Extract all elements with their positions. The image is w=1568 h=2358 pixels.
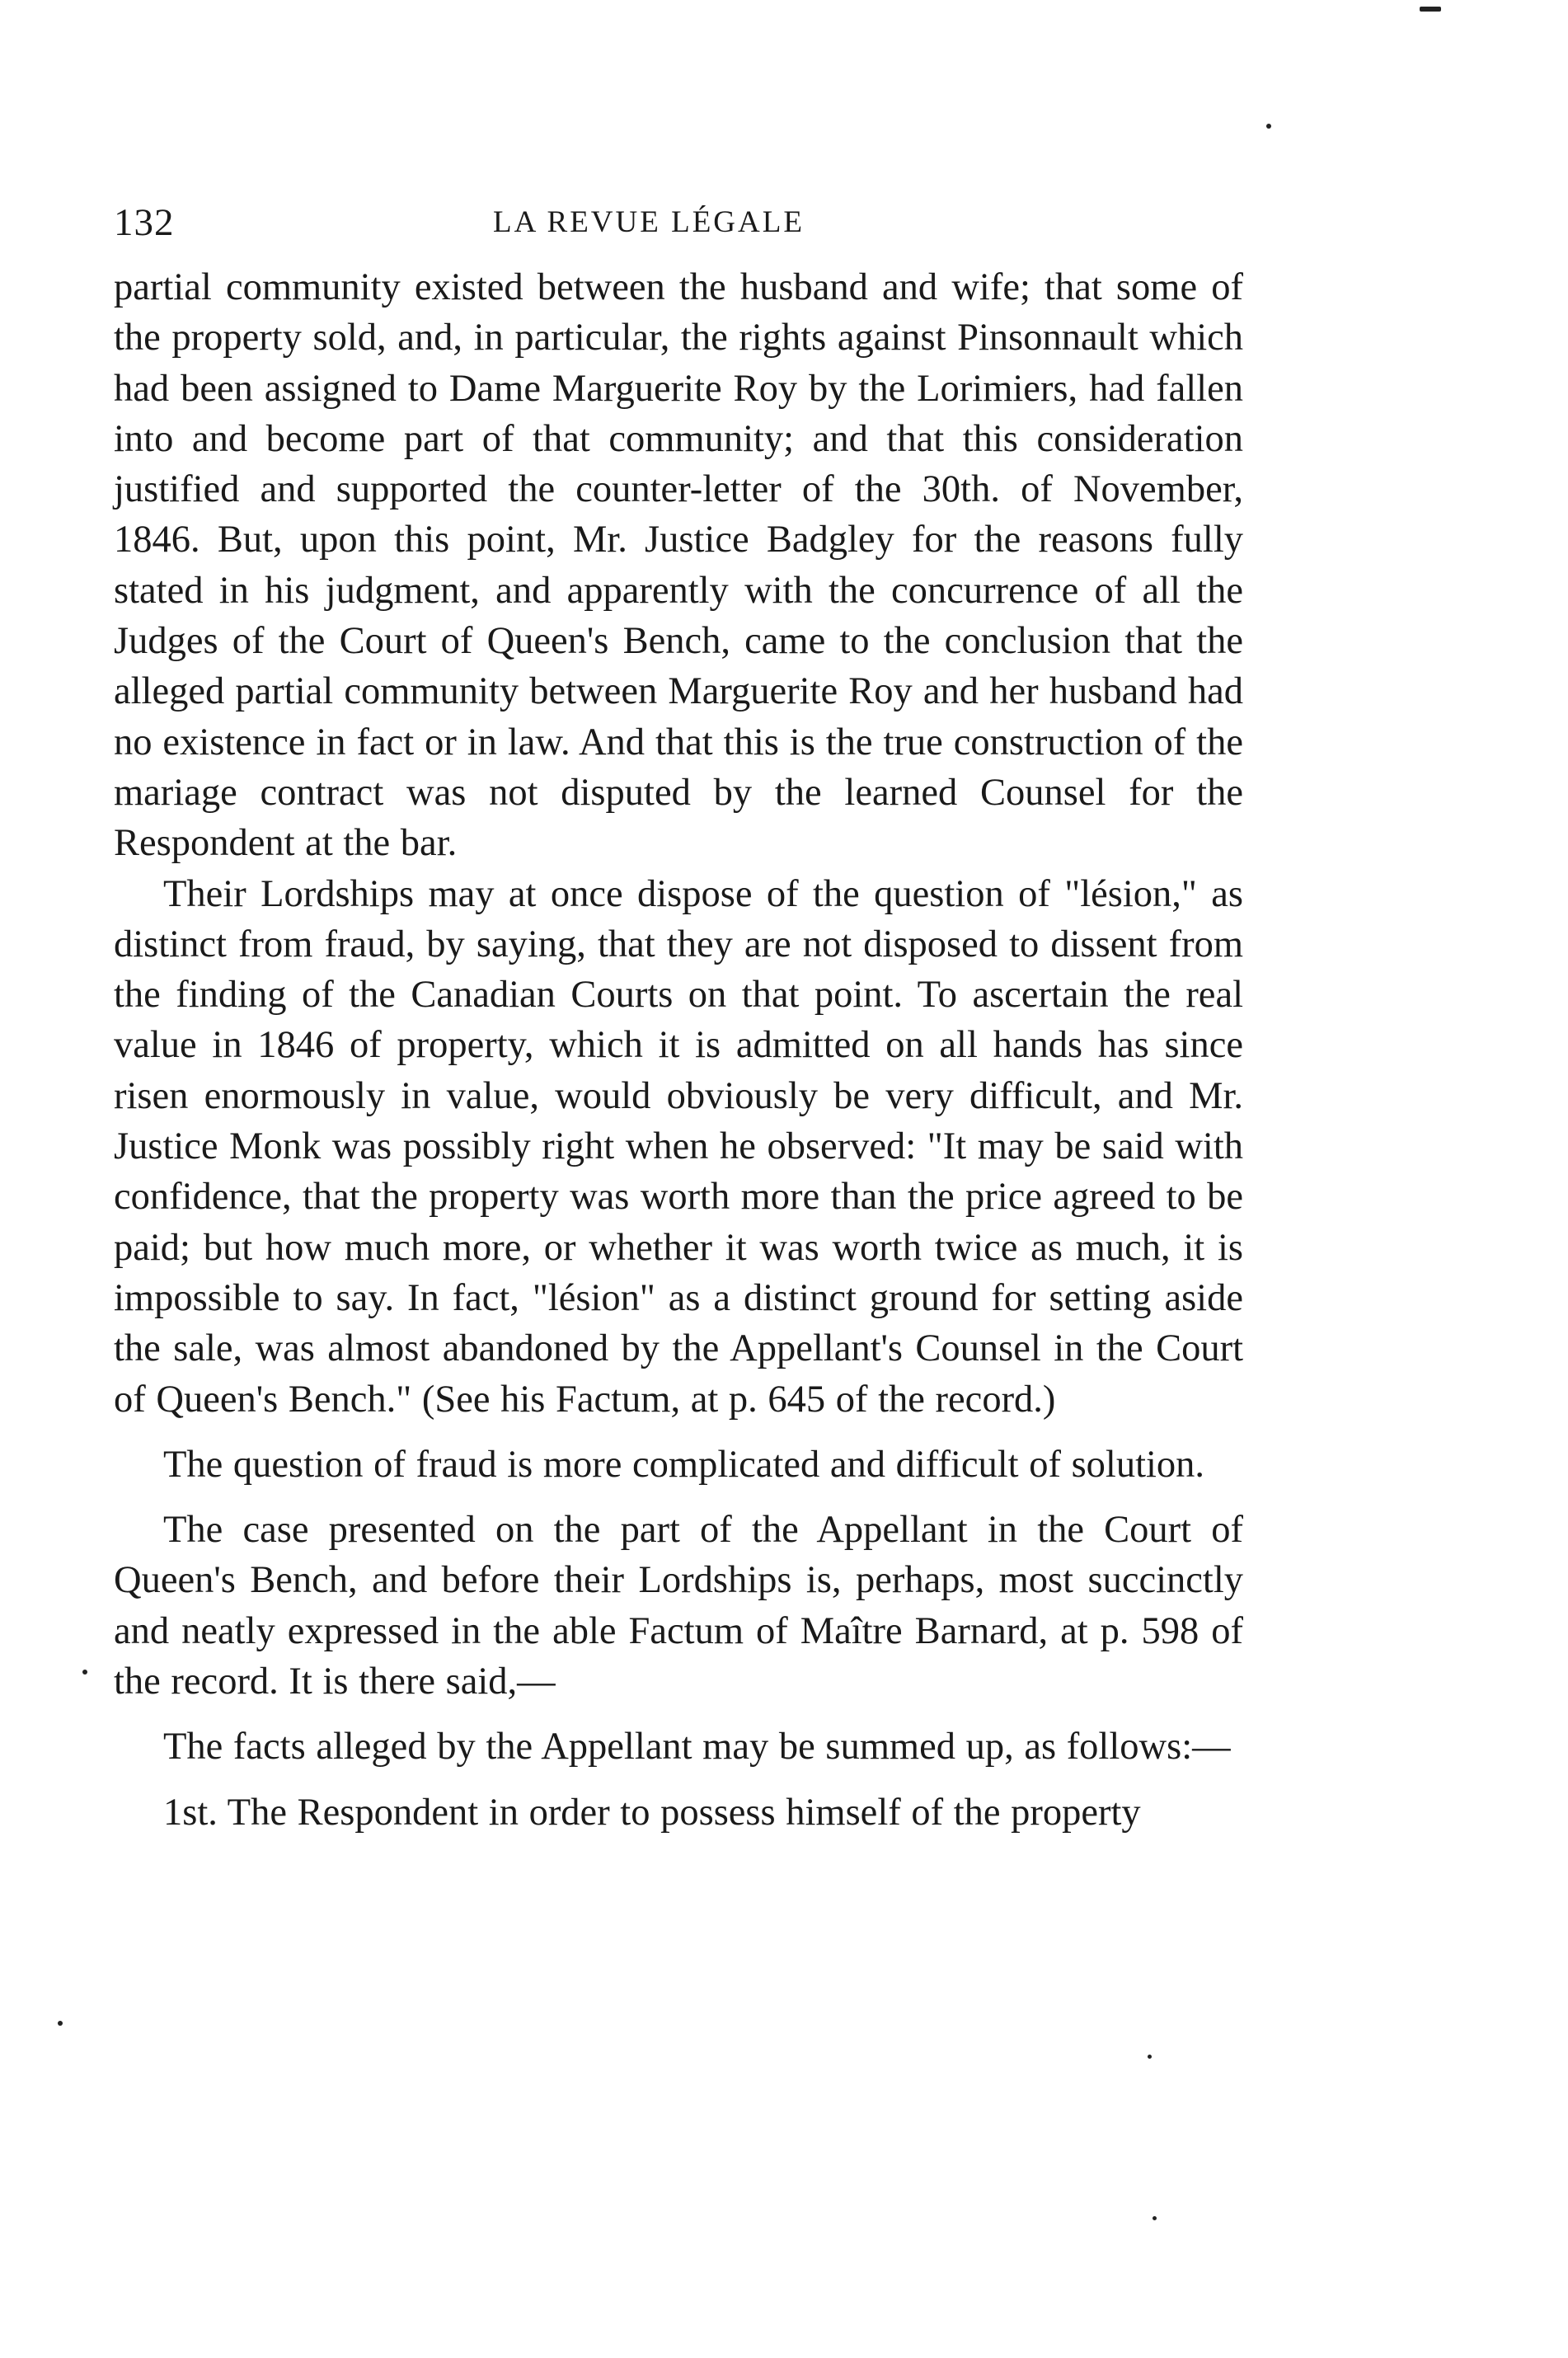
print-speck: [1153, 2216, 1157, 2220]
page-header: [114, 190, 1235, 256]
paragraph-first-fact: 1st. The Respondent in order to possess himself of the property: [163, 1791, 1141, 1834]
print-speck: [1148, 2055, 1152, 2059]
paragraph-appellant-case: The case presented on the part of the Appellant in the Court of Queen's Bench, and before their Lordships is, perhaps, most succinctly and neatly expressed in the able Factum of Maître Barnard, at p. 598 of the record. It is there said,—: [114, 1509, 1243, 1703]
page-number: 132: [114, 201, 175, 244]
print-speck: [1420, 7, 1441, 12]
body-text: [114, 262, 1243, 1838]
running-title: LA REVUE LÉGALE: [493, 205, 805, 239]
paragraph-fraud-question: The question of fraud is more complicated and difficult of solution.: [163, 1443, 1205, 1486]
paragraph-facts-alleged: The facts alleged by the Appellant may be summed up, as follows:—: [163, 1726, 1231, 1768]
paragraph-lesion: Their Lordships may at once dispose of the question of "lésion," as distinct from fraud, by saying, that they are not disposed to dissent from the finding of the Canadian Courts on that point. To ascertain the real value in 1846 of property, which it is admitted on all hands has since risen enormously in value, would obviously be very difficult, and Mr. Justice Monk was possibly right when he observed: "It may be said with confidence, that the property was worth more than the price agreed to be paid; but how much more, or whether it was worth twice as much, it is impossible to say. In fact, "lésion" as a distinct ground for setting aside the sale, was almost abandoned by the Appellant's Counsel in the Court of Queen's Bench." (See his Factum, at p. 645 of the record.): [114, 872, 1243, 1421]
print-speck: [58, 2021, 63, 2026]
paragraph-continuation: partial community existed between the husband and wife; that some of the property sold, and, in particular, the rights against Pinsonnault which had been assigned to Dame Marguerite Roy by the Lorimiers, had fallen into and become part of that community; and that this consideration justified and supported the counter-letter of the 30th. of November, 1846. But, upon this point, Mr. Justice Badgley for the reasons fully stated in his judgment, and apparently with the concurrence of all the Judges of the Court of Queen's Bench, came to the conclusion that the alleged partial community between Marguerite Roy and her husband had no existence in fact or in law. And that this is the true construction of the mariage contract was not disputed by the learned Counsel for the Respondent at the bar.: [114, 266, 1243, 865]
print-speck: [82, 1670, 87, 1675]
print-speck: [1266, 124, 1271, 129]
